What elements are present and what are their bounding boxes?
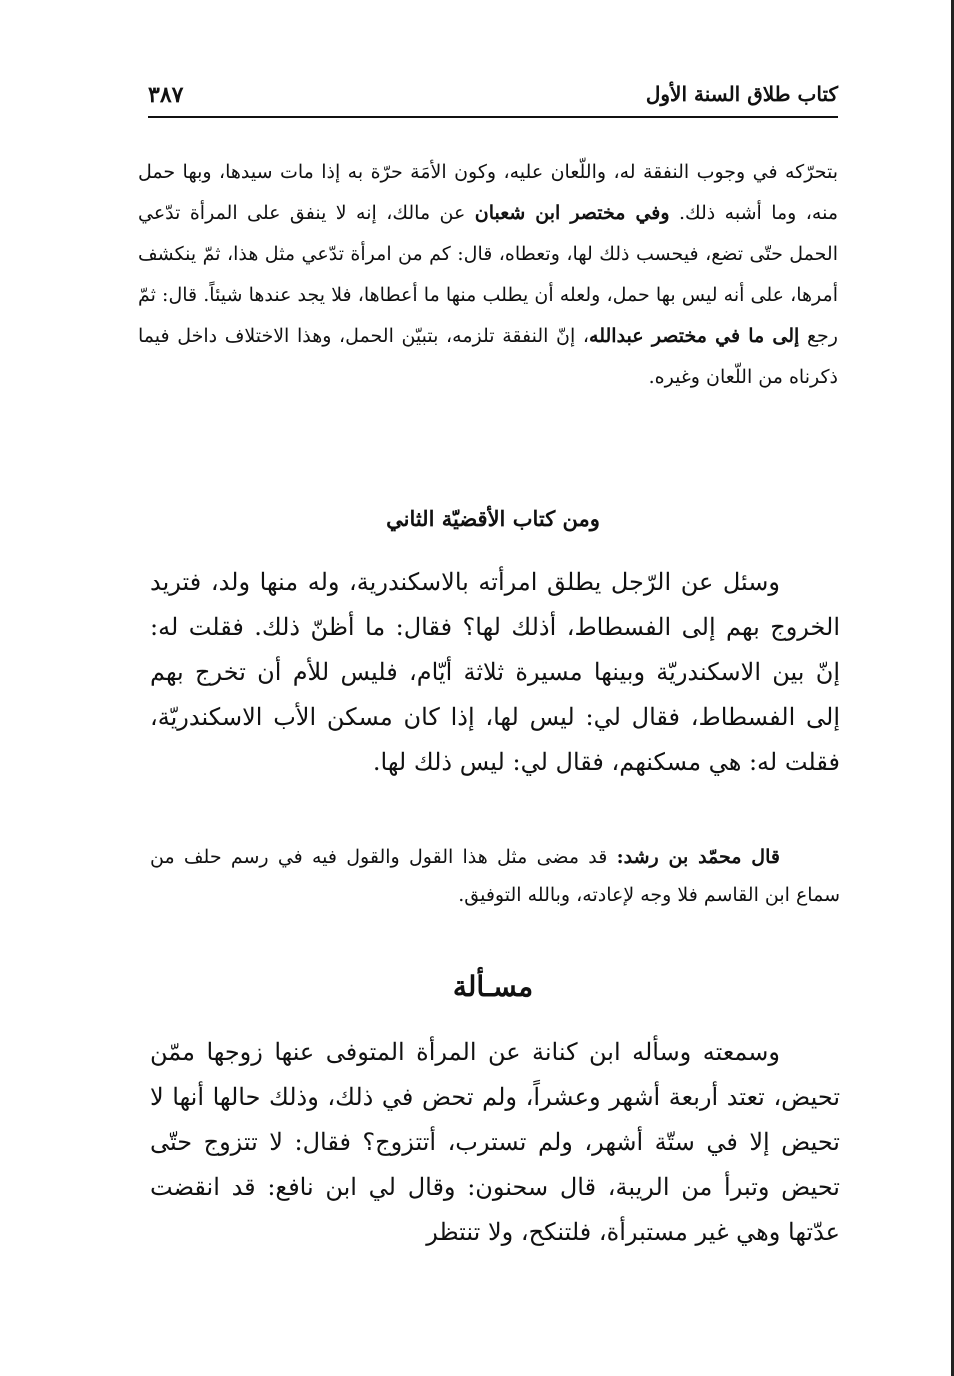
paragraph-1-text-c: ، إنّ النفقة تلزمه، بتبيّن الحمل، وهذا الاختلاف داخل فيما ذكرناه من اللّعان وغيره. bbox=[138, 325, 838, 388]
paragraph-1-bold-b: إلى ما في مختصر عبدالله bbox=[589, 325, 800, 347]
running-header bbox=[148, 80, 838, 118]
running-title: كتاب طلاق السنة الأول bbox=[645, 82, 838, 106]
paragraph-3 bbox=[150, 838, 840, 914]
page-number: ٣٨٧ bbox=[148, 82, 184, 108]
paragraph-3-bold: قال محمّد بن رشد: bbox=[616, 846, 780, 868]
masala-heading: مسـألة bbox=[452, 970, 534, 1003]
paragraph-1-text-a: بتحرّكه في وجوب النفقة له، واللّعان عليه، وكون الأمَة حرّة به إذا مات سيدها، وبها حمل منه، وما أشبه ذلك. bbox=[138, 161, 838, 224]
paragraph-1-bold-a: وفي مختصر ابن شعبان bbox=[474, 202, 670, 224]
header-rule bbox=[148, 116, 838, 118]
paragraph-4: وسمعته وسأله ابن كنانة عن المرأة المتوفى عنها زوجها ممّن تحيض، تعتد أربعة أشهر وعشراً، ولم تحض في ذلك، وذلك حالها أنها لا تحيض إلا في ستّة أشهر، ولم تسترب، أتتزوج؟ فقال: لا تتزوج حتّى تحيض وتبرأ من الريبة، قال سحنون: وقال لي ابن نافع: قد انقضت عدّتها وهي غير مستبرأة، فلتنكح، ولا تنتظر bbox=[150, 1038, 840, 1246]
paragraph-1 bbox=[138, 152, 838, 398]
paragraph-1-text-b: عن مالك، إنه لا ينفق على المرأة تدّعي الحمل حتّى تضع، فيحسب ذلك لها، وتعطاه، قال: كم من امرأة تدّعي مثل هذا، ثمّ ينكشف أمرها، على أنه ليس بها حمل، ولعله أن يطلب منها ما أعطاها، فلا يجد عندها شيئاً. قال: ثمّ رجع bbox=[138, 202, 838, 347]
paragraph-2: وسئل عن الرّجل يطلق امرأته بالاسكندرية، وله منها ولد، فتريد الخروج بهم إلى الفسطاط، أذلك لها؟ فقال: ما أظنّ ذلك. فقلت له: إنّ بين الاسكندريّة وبينها مسيرة ثلاثة أيّام، فليس للأم أن تخرج بهم إلى الفسطاط، فقال لي: ليس لها، إذا كان مسكن الأب الاسكندريّة، فقلت له: هي مسكنهم، فقال لي: ليس ذلك لها. bbox=[150, 568, 840, 776]
paragraph-3-text: قد مضى مثل هذا القول والقول فيه في رسم حلف من سماع ابن القاسم فلا وجه لإعادته، وبالله التوفيق. bbox=[150, 846, 840, 906]
section-heading: ومن كتاب الأقضيّة الثاني bbox=[386, 506, 600, 531]
